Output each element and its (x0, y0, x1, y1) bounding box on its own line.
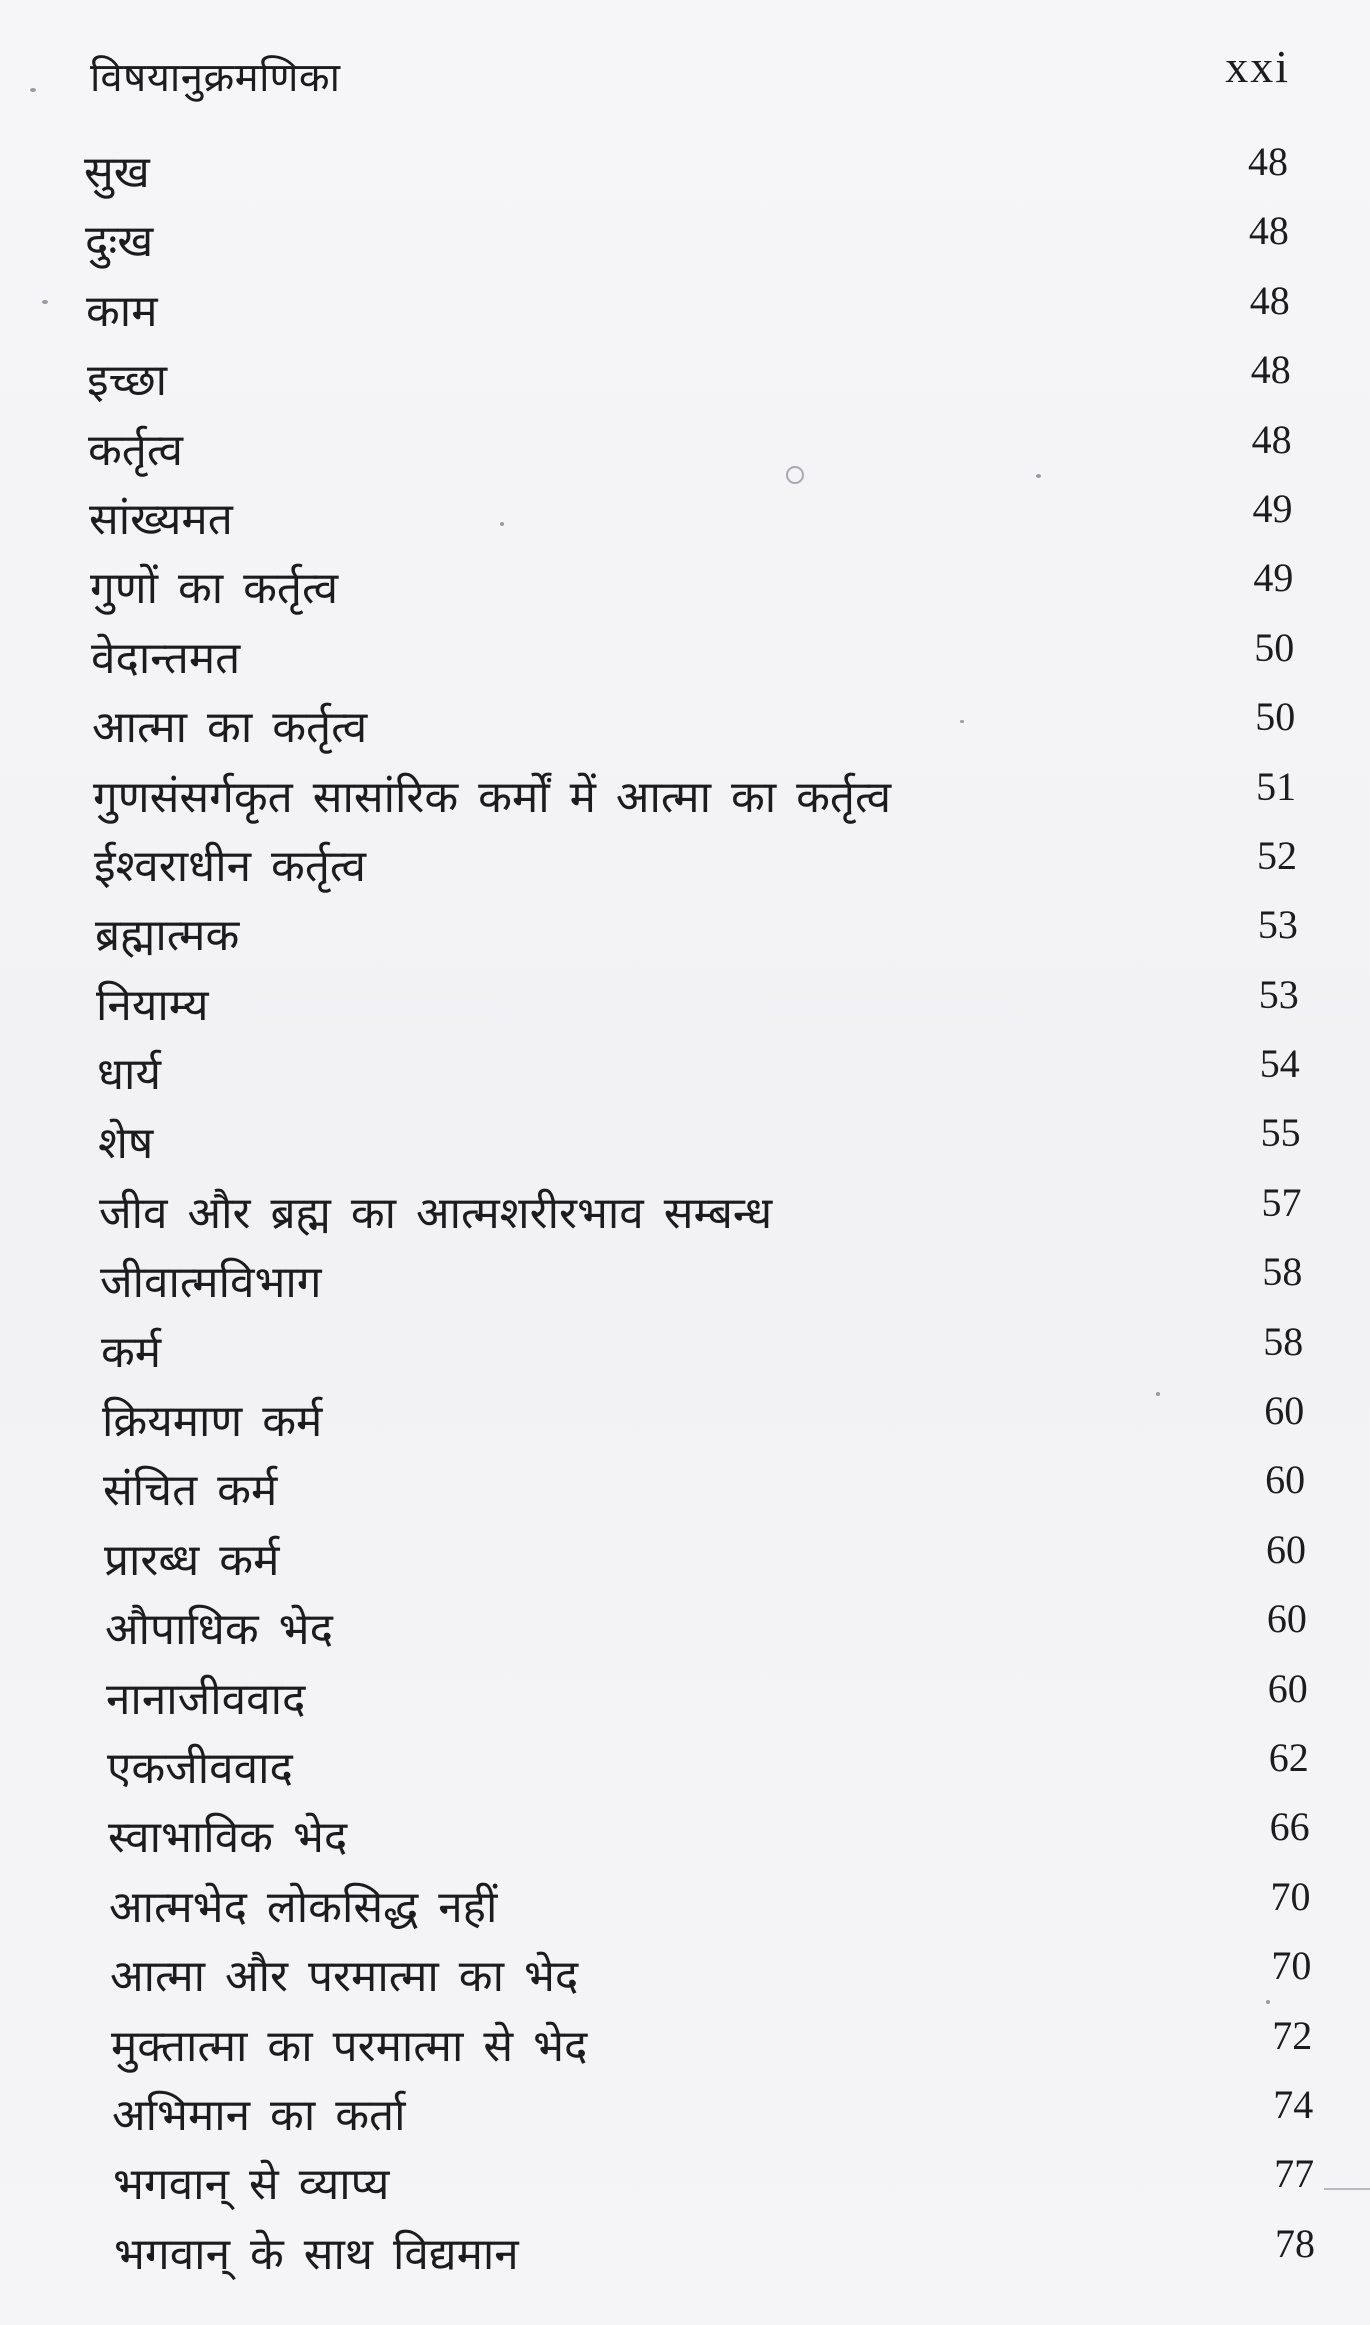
toc-entry-page: 49 (1253, 555, 1294, 601)
toc-entry-page: 53 (1258, 971, 1299, 1017)
toc-entry-title: जीवात्मविभाग (100, 1257, 322, 1309)
toc-entry-page: 51 (1256, 763, 1297, 809)
toc-entry-title: गुणों का कर्तृत्व (90, 563, 339, 615)
scan-speck (1266, 2000, 1270, 2004)
toc-entry-title: प्रारब्ध कर्म (104, 1534, 280, 1586)
scan-speck (960, 720, 964, 723)
toc-entry-title: जीव और ब्रह्म का आत्मशरीरभाव सम्बन्ध (99, 1187, 773, 1239)
toc-entry-page: 72 (1272, 2012, 1313, 2058)
toc-entry (0, 1730, 1370, 1799)
toc-entry-title: काम (86, 285, 158, 337)
toc-entry-page: 48 (1248, 139, 1288, 184)
toc-entry-page: 48 (1248, 208, 1289, 254)
toc-entry-title: अभिमान का कर्ता (112, 2089, 406, 2141)
toc-entry (0, 1314, 1370, 1383)
toc-entry-title: क्रियमाण कर्म (102, 1396, 323, 1448)
toc-entry (0, 828, 1370, 897)
toc-entry-page: 60 (1264, 1388, 1305, 1434)
toc-entry-title: नानाजीववाद (106, 1673, 306, 1725)
toc-entry-page: 57 (1261, 1179, 1302, 1225)
toc-entry-title: भगवान् के साथ विद्यमान (114, 2228, 519, 2280)
toc-entry (0, 2216, 1370, 2285)
toc-entry (0, 689, 1370, 758)
running-title: विषयानुक्रमणिका (90, 55, 341, 101)
toc-entry-page: 55 (1260, 1110, 1301, 1156)
toc-entry-title: भगवान् से व्याप्य (113, 2159, 390, 2211)
toc-entry (0, 967, 1370, 1036)
toc-entry-title: औपाधिक भेद (105, 1604, 333, 1656)
table-of-contents (0, 134, 1370, 2285)
toc-entry-title: कर्तृत्व (88, 424, 183, 476)
toc-entry-page: 66 (1269, 1804, 1310, 1850)
toc-entry-title: सुख (84, 147, 150, 198)
toc-entry (0, 134, 1370, 203)
toc-entry (0, 481, 1370, 550)
toc-entry (0, 1799, 1370, 1868)
toc-entry (0, 1591, 1370, 1660)
toc-entry-page: 60 (1266, 1526, 1306, 1572)
toc-entry-page: 58 (1262, 1249, 1303, 1295)
toc-entry-title: सांख्यमत (89, 493, 233, 545)
toc-entry (0, 1869, 1370, 1938)
toc-entry-page: 74 (1273, 2081, 1314, 2127)
toc-entry-page: 60 (1266, 1596, 1307, 1642)
toc-entry-page: 60 (1267, 1665, 1308, 1711)
page-number: xxi (1225, 41, 1290, 92)
toc-entry-title: कर्म (101, 1326, 162, 1378)
toc-entry (0, 342, 1370, 411)
toc-entry-title: आत्मा और परमात्मा का भेद (110, 1951, 579, 2003)
scan-speck (42, 300, 48, 304)
toc-entry (0, 2077, 1370, 2146)
scan-speck (30, 88, 36, 92)
page-edge-mark (1324, 2188, 1370, 2190)
toc-entry-title: गुणसंसर्गकृत सासांरिक कर्मों में आत्मा का कर्तृत्व (93, 771, 892, 823)
toc-entry (0, 412, 1370, 481)
toc-entry (0, 1661, 1370, 1730)
toc-entry-title: स्वाभाविक भेद (108, 1812, 348, 1864)
toc-entry-page: 58 (1263, 1318, 1304, 1364)
toc-entry-title: मुक्तात्मा का परमात्मा से भेद (111, 2020, 588, 2072)
toc-entry-page: 54 (1259, 1041, 1300, 1087)
toc-entry-title: इच्छा (87, 355, 168, 407)
toc-entry-title: वेदान्तमत (91, 632, 241, 684)
toc-entry-title: धार्य (97, 1049, 161, 1101)
toc-entry-page: 70 (1270, 1873, 1311, 1919)
toc-entry (0, 1036, 1370, 1105)
toc-entry-page: 50 (1255, 694, 1296, 740)
toc-entry (0, 759, 1370, 828)
toc-entry-page: 48 (1249, 277, 1290, 323)
toc-entry (0, 897, 1370, 966)
toc-entry-title: संचित कर्म (103, 1465, 278, 1517)
toc-entry-title: दुःख (85, 216, 154, 268)
toc-entry-page: 53 (1257, 902, 1298, 948)
toc-entry (0, 273, 1370, 342)
toc-entry (0, 1522, 1370, 1591)
toc-entry-page: 49 (1252, 485, 1293, 531)
toc-entry-title: आत्मभेद लोकसिद्ध नहीं (109, 1881, 498, 1933)
toc-entry-page: 70 (1271, 1943, 1312, 1989)
toc-entry (0, 1452, 1370, 1521)
toc-entry (0, 1175, 1370, 1244)
toc-entry-title: नियाम्य (96, 979, 209, 1031)
toc-entry-title: ब्रह्मात्मक (95, 910, 240, 962)
toc-entry-page: 48 (1250, 347, 1291, 393)
toc-entry-title: एकजीववाद (107, 1742, 293, 1794)
toc-entry (0, 620, 1370, 689)
toc-entry-page: 50 (1254, 624, 1295, 670)
toc-entry-page: 62 (1268, 1734, 1309, 1780)
toc-entry (0, 550, 1370, 619)
toc-entry-page: 48 (1251, 416, 1292, 462)
toc-entry (0, 2008, 1370, 2077)
toc-entry-title: आत्मा का कर्तृत्व (92, 702, 368, 754)
toc-entry (0, 203, 1370, 272)
toc-entry-page: 60 (1265, 1457, 1306, 1503)
toc-entry (0, 1938, 1370, 2007)
toc-entry (0, 1383, 1370, 1452)
toc-entry-page: 52 (1257, 832, 1297, 878)
scan-speck (1156, 1392, 1160, 1396)
scan-speck (1036, 474, 1041, 478)
toc-entry (0, 2146, 1370, 2215)
toc-entry-title: ईश्वराधीन कर्तृत्व (94, 840, 367, 892)
toc-entry-page: 78 (1275, 2220, 1315, 2266)
toc-entry (0, 1244, 1370, 1313)
toc-entry-title: शेष (98, 1118, 154, 1170)
scan-ring (786, 466, 804, 484)
toc-entry-page: 77 (1274, 2151, 1315, 2197)
scan-speck (500, 522, 504, 526)
toc-entry (0, 1105, 1370, 1174)
